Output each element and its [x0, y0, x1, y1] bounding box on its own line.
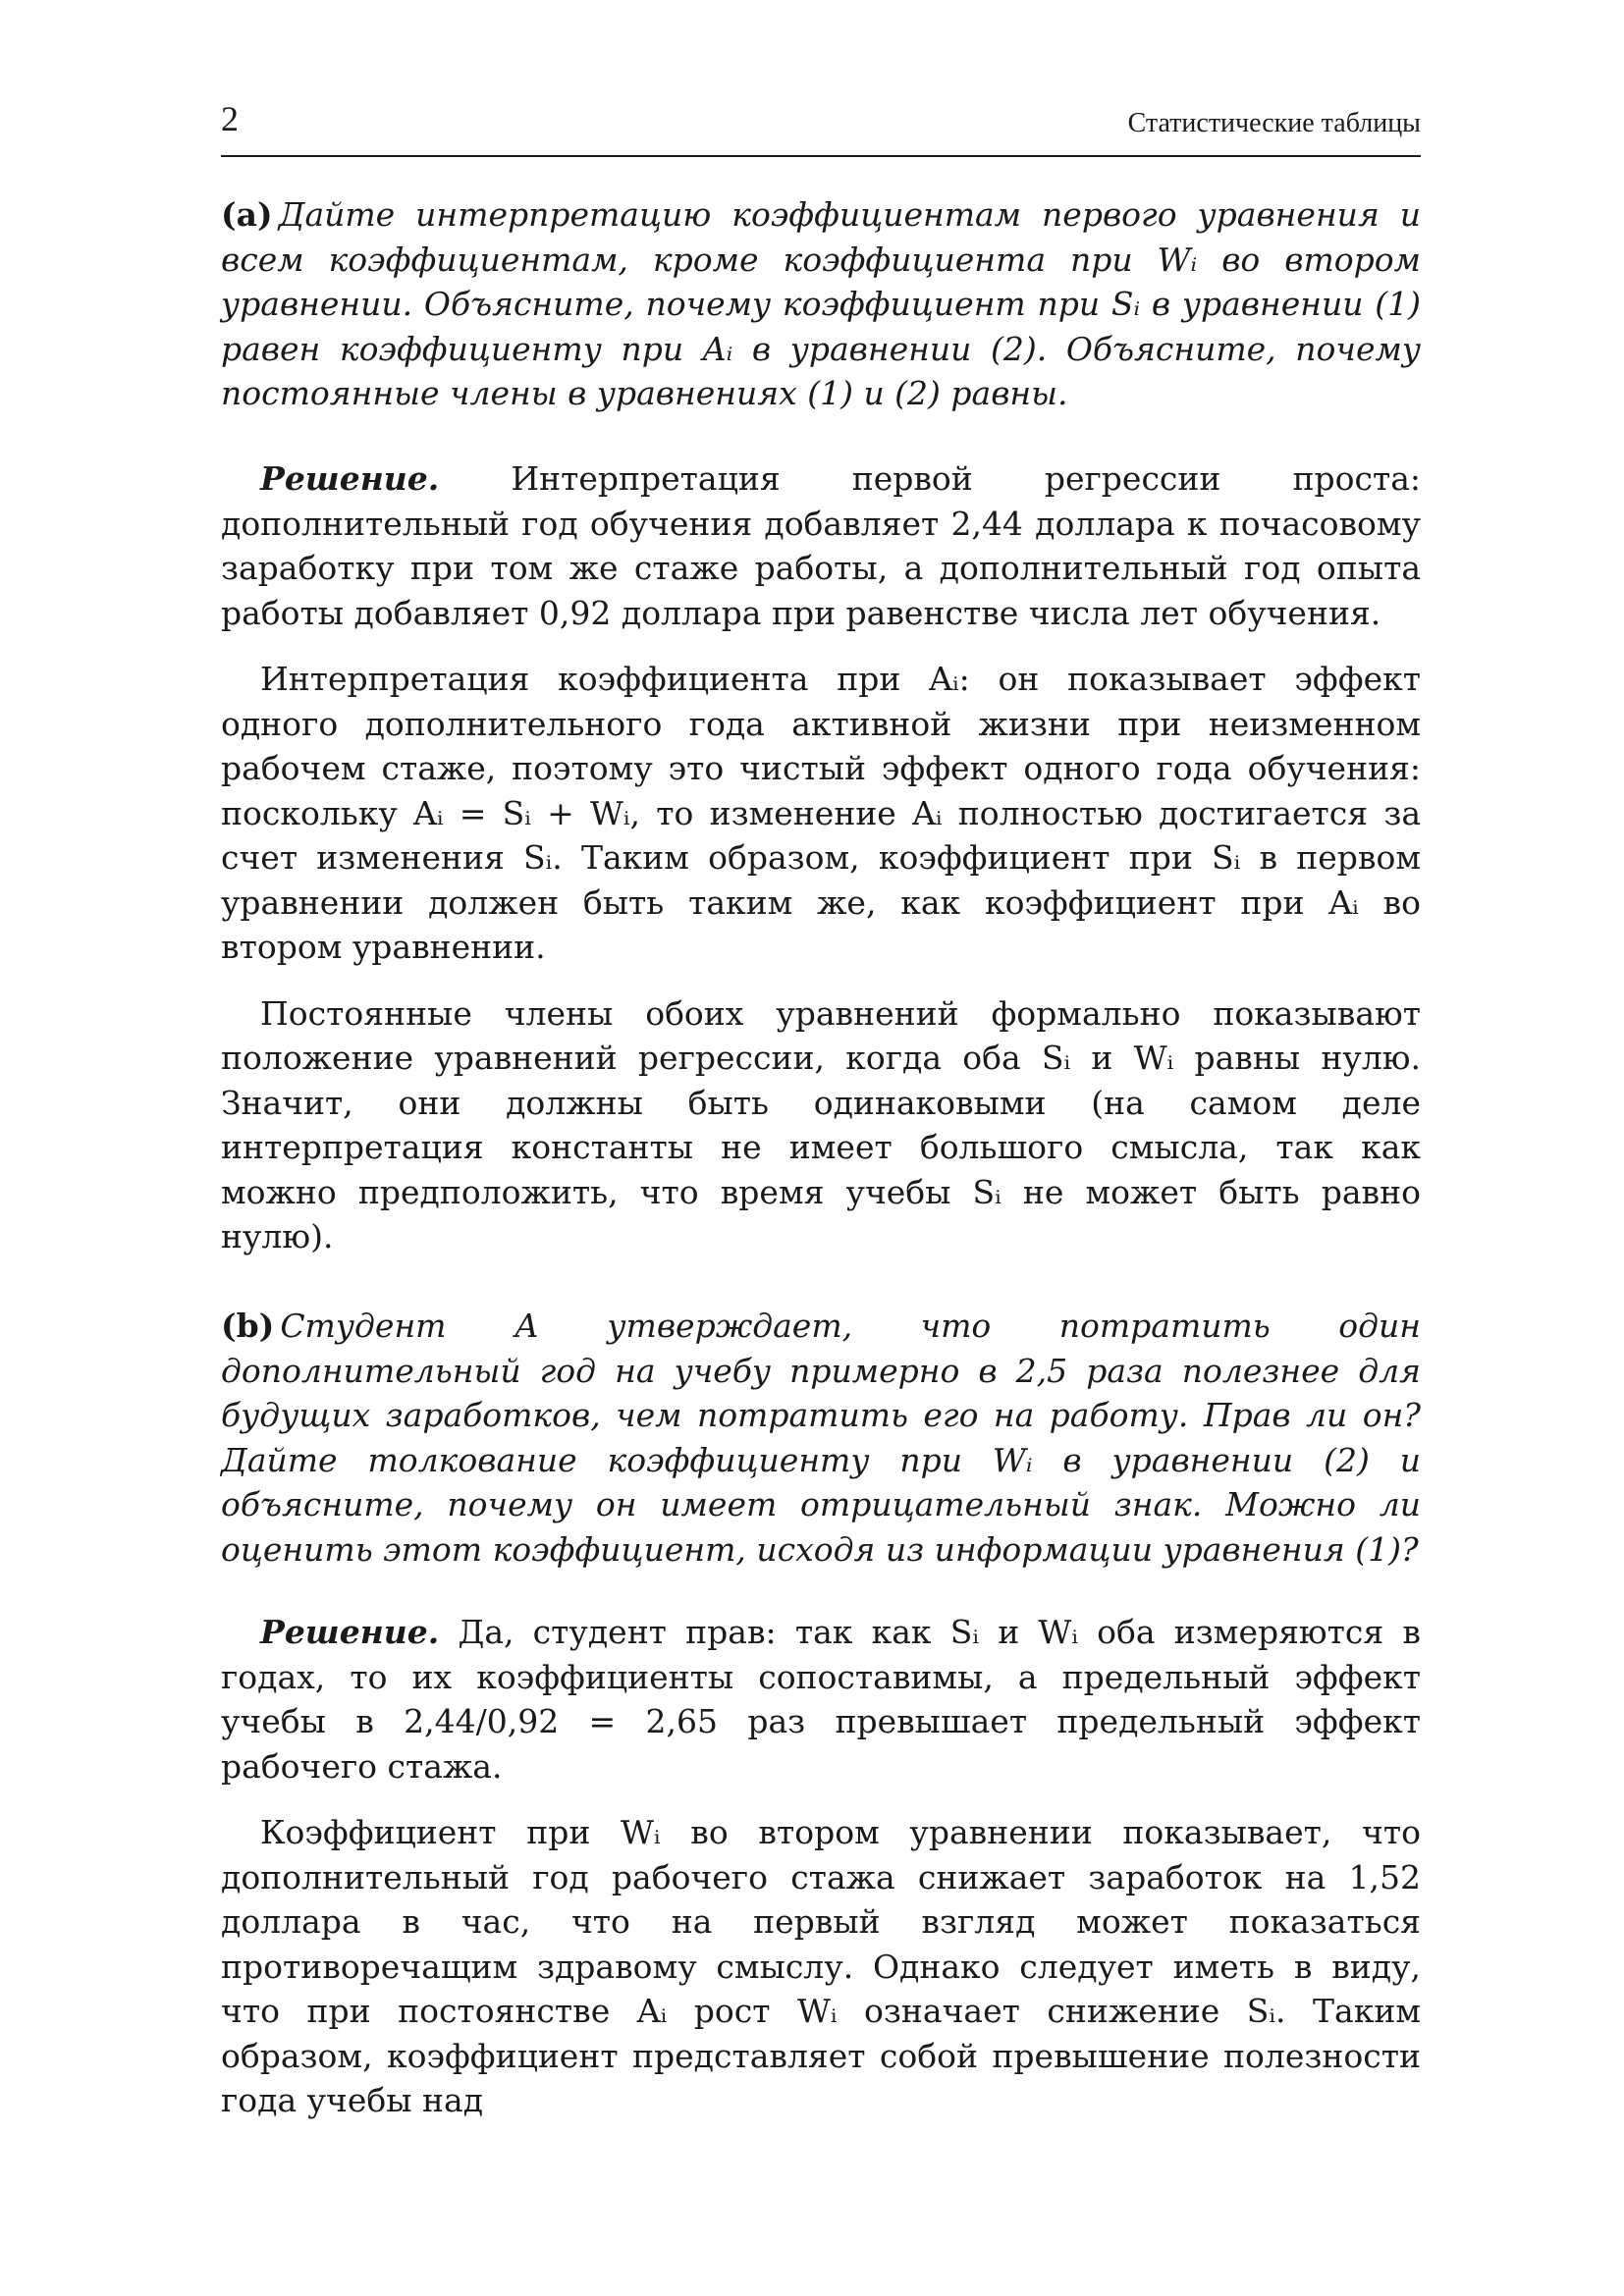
question-a-text: Дайте интерпретацию коэффициентам первого уравнения и всем коэффициентам, кроме коэффициента при Wᵢ во втором уравнении. Объясните, почему коэффициент при Sᵢ в уравнении (1) равен коэффициенту при Aᵢ в уравнении (2). Объясните, почему постоянные члены в уравнениях (1) и (2) равны.	[221, 195, 1421, 412]
solution-a-paragraph-1: Интерпретация первой регрессии проста: дополнительный год обучения добавляет 2,44 доллара к почасовому заработку при том же стаже работы, а дополнительный год опыта работы добавляет 0,92 доллара при равенстве числа лет обучения.	[221, 459, 1421, 632]
page-header	[221, 98, 1421, 157]
solution-b-paragraph-2: Коэффициент при Wᵢ во втором уравнении показывает, что дополнительный год рабочего стажа снижает заработок на 1,52 доллара в час, что на первый взгляд может показаться противоречащим здравому смыслу. Однако следует иметь в виду, что при постоянстве Aᵢ рост Wᵢ означает снижение Sᵢ. Таким образом, коэффициент представляет собой превышение полезности года учебы над	[221, 1813, 1421, 2119]
question-b-text: Студент А утверждает, что потратить один дополнительный год на учебу примерно в 2,5 раза полезнее для будущих заработков, чем потратить его на работу. Прав ли он? Дайте толкование коэффициенту при Wᵢ в уравнении (2) и объясните, почему он имеет отрицательный знак. Можно ли оценить этот коэффициент, исходя из информации уравнения (1)?	[221, 1307, 1421, 1569]
solution-b-label: Решение.	[260, 1613, 440, 1651]
question-a-label: (a)	[221, 195, 273, 234]
solution-b-paragraph-1: Да, студент прав: так как Sᵢ и Wᵢ оба измеряются в годах, то их коэффициенты сопоставимы, а предельный эффект учебы в 2,44/0,92 = 2,65 раз превышает предельный эффект рабочего стажа.	[221, 1613, 1421, 1786]
page-number: 2	[221, 99, 239, 138]
solution-a-label: Решение.	[260, 459, 440, 498]
solution-b	[221, 1610, 1421, 2145]
question-b	[221, 1304, 1421, 1572]
solution-a-paragraph-3: Постоянные члены обоих уравнений формально показывают положение уравнений регрессии, когда оба Sᵢ и Wᵢ равны нулю. Значит, они должны быть одинаковыми (на самом деле интерпретация константы не имеет большого смысла, так как можно предположить, что время учебы Sᵢ не может быть равно нулю).	[221, 993, 1421, 1255]
question-a	[221, 192, 1421, 416]
question-b-label: (b)	[221, 1307, 275, 1345]
solution-a	[221, 456, 1421, 1281]
running-title: Статистические таблицы	[1127, 108, 1421, 138]
solution-a-paragraph-2: Интерпретация коэффициента при Aᵢ: он показывает эффект одного дополнительного года активной жизни при неизменном рабочем стаже, поэтому это чистый эффект одного года обучения: поскольку Aᵢ = Sᵢ + Wᵢ, то изменение Aᵢ полностью достигается за счет изменения Sᵢ. Таким образом, коэффициент при Sᵢ в первом уравнении должен быть таким же, как коэффициент при Aᵢ во втором уравнении.	[221, 660, 1421, 966]
